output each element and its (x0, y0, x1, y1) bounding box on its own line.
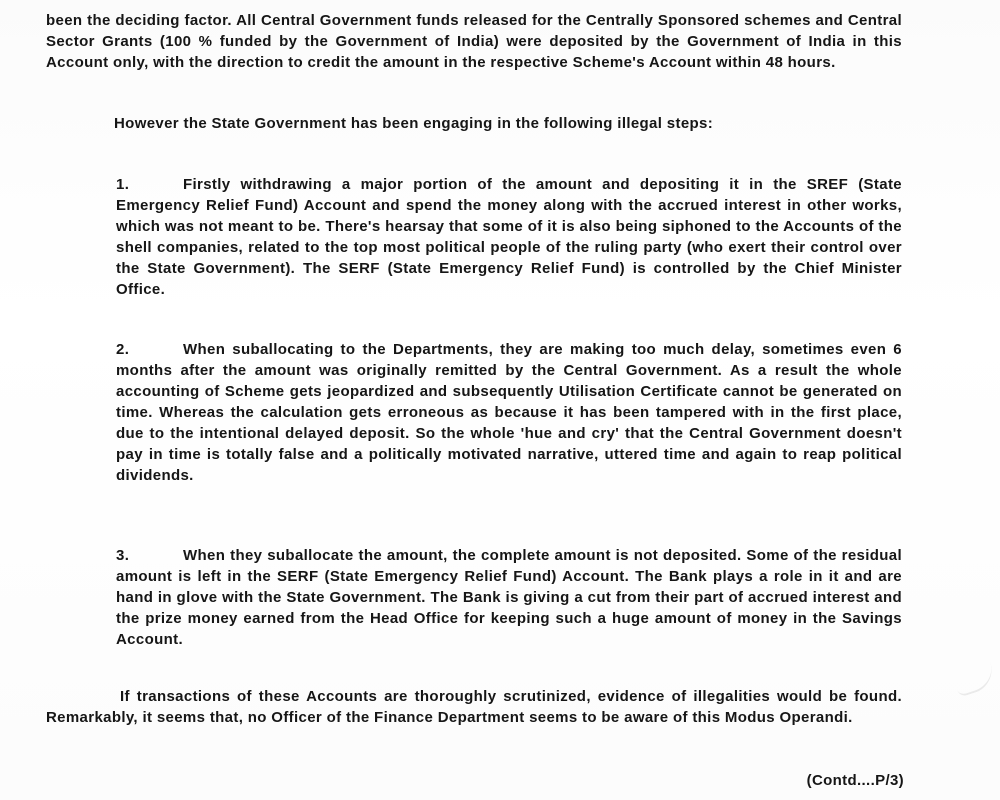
lead-paragraph: However the State Government has been engaging in the following illegal steps: (114, 115, 714, 132)
item-text: Firstly withdrawing a major portion of the amount and depositing it in the SREF (State Emergency Relief Fund) Account and spend the money along with the accrued interest in other works, which was not meant to be. There's hearsay that some of it is also being siphoned to the Accounts of the shell companies, related to the top most political people of the ruling party (who exert their control over the State Government). The SERF (State Emergency Relief Fund) is controlled by the Chief Minister Office. (116, 176, 902, 298)
closing-paragraph: If transactions of these Accounts are thoroughly scrutinized, evidence of illegalities would be found. Remarkably, it seems that, no Officer of the Finance Department seems to be aware of this Modus Operandi. (46, 688, 902, 726)
item-number: 2. (116, 341, 130, 358)
intro-paragraph: been the deciding factor. All Central Government funds released for the Centrally Sponsored schemes and Central Sector Grants (100 % funded by the Government of India) were deposited by the Government of India in this Account only, with the direction to credit the amount in the respective Scheme's Account within 48 hours. (46, 12, 902, 71)
item-text: When suballocating to the Departments, they are making too much delay, sometimes even 6 months after the amount was originally remitted by the Central Government. As a result the whole accounting of Scheme gets jeopardized and subsequently Utilisation Certificate cannot be generated on time. Whereas the calculation gets erroneous as because it has been tampered with in the first place, due to the intentional delayed deposit. So the whole 'hue and cry' that the Central Government doesn't pay in time is totally false and a politically motivated narrative, uttered time and again to reap political dividends. (116, 341, 902, 484)
numbered-item-1 (116, 174, 902, 300)
numbered-item-3 (116, 545, 902, 650)
item-number: 3. (116, 547, 130, 564)
numbered-item-2 (116, 339, 902, 486)
item-text: When they suballocate the amount, the complete amount is not deposited. Some of the residual amount is left in the SERF (State Emergency Relief Fund) Account. The Bank plays a role in it and are hand in glove with the State Government. The Bank is giving a cut from their part of accrued interest and the prize money earned from the Head Office for keeping such a huge amount of money in the Savings Account. (116, 547, 902, 648)
scan-smudge (952, 662, 997, 697)
continuation-note: (Contd....P/3) (806, 772, 904, 789)
item-number: 1. (116, 176, 130, 193)
